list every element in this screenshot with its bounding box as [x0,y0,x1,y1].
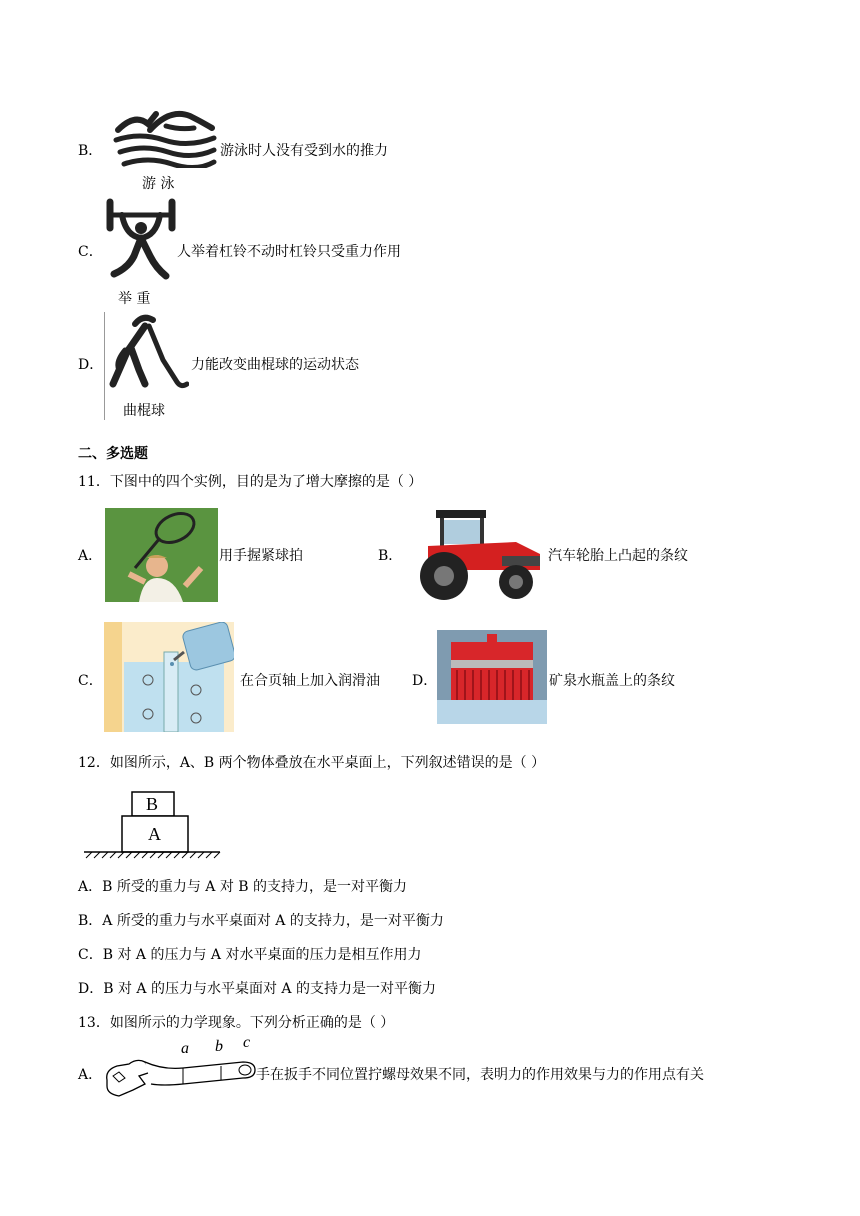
q10-option-d-letter: D． [78,357,104,373]
weightlifting-icon [104,198,179,283]
bottle-cap-photo [437,630,547,724]
q13-stem: 13．如图所示的力学现象。下列分析正确的是（ ） [78,1015,395,1031]
q10-option-c-text: 人举着杠铃不动时杠铃只受重力作用 [177,244,401,260]
hinge-illustration [104,622,234,732]
q10-option-b-text: 游泳时人没有受到水的推力 [220,143,388,159]
q12-option-a: A．B 所受的重力与 A 对 B 的支持力，是一对平衡力 [78,879,408,895]
q11-option-d-text: 矿泉水瓶盖上的条纹 [549,673,675,689]
q13-option-a-text: 手在扳手不同位置拧螺母效果不同，表明力的作用效果与力的作用点有关 [256,1067,704,1083]
tractor-image [406,500,546,602]
q11-option-c-text: 在合页轴上加入润滑油 [240,673,380,689]
hinge-oil-image [104,622,234,732]
q11-option-c-letter: C． [78,673,103,689]
tennis-photo [105,508,218,602]
q12-option-c: C．B 对 A 的压力与 A 对水平桌面的压力是相互作用力 [78,947,422,963]
q10-option-c-letter: C． [78,244,103,260]
swimming-pictogram [110,108,220,192]
weightlifting-caption: 举 重 [118,291,151,307]
stacked-blocks-figure [84,790,224,860]
q10-option-d-text: 力能改变曲棍球的运动状态 [191,357,359,373]
block-b-label: B [146,794,159,814]
q12-option-b: B．A 所受的重力与水平桌面对 A 的支持力，是一对平衡力 [78,913,444,929]
wrench-label-a: a [181,1040,189,1057]
tractor-photo [406,500,546,602]
q11-stem: 11．下图中的四个实例，目的是为了增大摩擦的是（ ） [78,474,423,490]
q12-option-d: D．B 对 A 的压力与水平桌面对 A 的支持力是一对平衡力 [78,981,436,997]
swimming-caption: 游 泳 [142,176,175,192]
wrench-figure [103,1034,258,1102]
q11-option-b-letter: B． [378,548,403,564]
q10-option-b-letter: B． [78,143,103,159]
block-a-label: A [148,824,161,844]
tennis-player-image [105,508,218,602]
swimming-icon [110,108,220,168]
q11-option-a-text: 用手握紧球拍 [219,548,303,564]
weightlifting-pictogram [104,198,184,308]
wrench-label-c: c [243,1034,251,1051]
q11-option-b-text: 汽车轮胎上凸起的条纹 [548,548,688,564]
section-title: 二、多选题 [78,446,148,462]
hockey-icon [105,312,189,392]
q11-option-d-letter: D． [412,673,438,689]
hockey-caption: 曲棍球 [123,403,165,419]
wrench-label-b: b [215,1038,223,1055]
hockey-pictogram [104,312,189,420]
q12-stem: 12．如图所示，A、B 两个物体叠放在水平桌面上，下列叙述错误的是（ ） [78,755,546,771]
q13-option-a-letter: A． [78,1067,103,1083]
bottle-cap-image [437,630,547,724]
q11-option-a-letter: A． [78,548,103,564]
